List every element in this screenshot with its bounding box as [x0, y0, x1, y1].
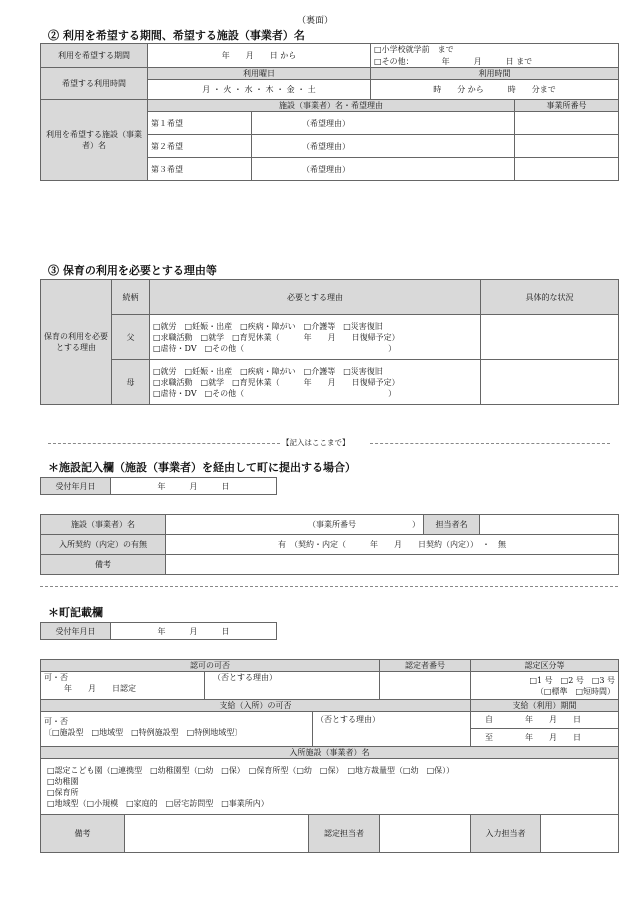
enter-option-kindergarten[interactable]: □幼稚園	[47, 776, 79, 786]
time-value[interactable]: 時 分 から 時 分まで	[371, 80, 619, 100]
mother-label: 母	[112, 360, 150, 405]
mother-detail[interactable]	[481, 360, 619, 405]
pay-types[interactable]: 〔□施設型 □地域型 □特例施設型 □特例地域型〕	[44, 728, 243, 737]
choice-1-label: 第１希望	[148, 112, 252, 135]
contract-value[interactable]: 有 （契約・内定（ 年 月 日契約（内定）） ・ 無	[166, 535, 619, 555]
father-detail[interactable]	[481, 315, 619, 360]
facility-head: 施設（事業者）名・希望理由	[148, 100, 515, 112]
enter-option-kodomoen[interactable]: □認定こども園（□連携型 □幼稚園型（□幼 □保） □保育所型（□幼 □保） □地方裁量型（□幼 □保））	[47, 765, 455, 775]
detail-head: 具体的な状況	[481, 280, 619, 315]
mother-reason-line1[interactable]: □就労 □妊娠・出産 □疾病・障がい □介護等 □災害復旧	[153, 366, 383, 376]
mother-reasons[interactable]	[150, 360, 481, 405]
choice-2-reason[interactable]: （希望理由）	[252, 135, 515, 158]
father-reason-line3[interactable]: □虐待・DV □その他（ ）	[153, 343, 397, 353]
period-option-school[interactable]: □小学校就学前 まで	[371, 44, 619, 56]
father-label: 父	[112, 315, 150, 360]
section2-title: ② 利用を希望する期間、希望する施設（事業者）名	[48, 29, 305, 42]
choice-3-office[interactable]	[515, 158, 619, 181]
pay-choice[interactable]: 可・否	[44, 717, 68, 726]
approval-reason[interactable]: （否とする理由）	[213, 673, 277, 682]
father-reasons[interactable]	[150, 315, 481, 360]
admin-table	[40, 659, 619, 853]
admin-note-field[interactable]	[125, 815, 309, 853]
office-number-head: 事業所番号	[515, 100, 619, 112]
facility-note-field[interactable]	[166, 555, 619, 575]
enter-head: 入所施設（事業者）名	[41, 747, 619, 759]
town-receipt-date[interactable]: 年 月 日	[111, 623, 277, 640]
approval-date[interactable]: 年 月 日認定	[64, 684, 136, 693]
weekday-head: 利用曜日	[148, 68, 371, 80]
town-receipt-table	[40, 622, 277, 640]
cert-no-field[interactable]	[380, 672, 471, 700]
enter-option-local[interactable]: □地域型（□小規模 □家庭的 □居宅訪問型 □事業所内）	[47, 798, 269, 808]
choice-1-reason[interactable]: （希望理由）	[252, 112, 515, 135]
divider-left	[48, 443, 280, 444]
time-label: 希望する利用時間	[41, 68, 148, 100]
town-section-title: ＊町記載欄	[48, 606, 103, 619]
enter-option-nursery[interactable]: □保育所	[47, 787, 79, 797]
facility-office-number[interactable]: （事業所番号 ）	[166, 515, 424, 535]
input-person-label: 入力担当者	[471, 815, 541, 853]
facility-label: 利用を希望する施設（事業者）名	[41, 100, 148, 181]
choice-2-office[interactable]	[515, 135, 619, 158]
facility-receipt-date[interactable]: 年 月 日	[111, 478, 277, 495]
pay-period-head: 支給（利用）期間	[471, 700, 619, 712]
cert-class-head: 認定区分等	[471, 660, 619, 672]
reason-left-label: 保育の利用を必要とする理由	[41, 280, 112, 405]
input-person-field[interactable]	[541, 815, 619, 853]
choice-2-label: 第２希望	[148, 135, 252, 158]
person-label: 担当者名	[424, 515, 480, 535]
pay-cell	[41, 712, 471, 747]
weekday-options[interactable]: 月 ・ 火 ・ 水 ・ 木 ・ 金 ・ 土	[148, 80, 371, 100]
father-reason-line2[interactable]: □求職活動 □就学 □育児休業（ 年 月 日復帰予定）	[153, 332, 400, 342]
facility-name-label: 施設（事業者）名	[41, 515, 166, 535]
section3-table	[40, 279, 619, 405]
back-label: （裏面）	[296, 16, 333, 26]
town-receipt-label: 受付年月日	[41, 623, 111, 640]
facility-note-label: 備考	[41, 555, 166, 575]
mother-reason-line3[interactable]: □虐待・DV □その他（ ）	[153, 388, 397, 398]
period-option-other[interactable]: □その他： 年 月 日 まで	[371, 56, 619, 68]
divider-2	[40, 586, 618, 587]
facility-info-table	[40, 514, 619, 575]
period-from[interactable]: 自 年 月 日	[471, 712, 618, 729]
father-reason-line1[interactable]: □就労 □妊娠・出産 □疾病・障がい □介護等 □災害復旧	[153, 321, 383, 331]
admin-note-label: 備考	[41, 815, 125, 853]
reason-head: 必要とする理由	[150, 280, 481, 315]
choice-1-office[interactable]	[515, 112, 619, 135]
person-field[interactable]	[480, 515, 619, 535]
facility-section-title: ＊施設記入欄（施設（事業者）を経由して町に提出する場合）	[48, 461, 356, 474]
section2-table	[40, 43, 619, 181]
section3-title: ③ 保育の利用を必要とする理由等	[48, 264, 217, 277]
cert-person-label: 認定担当者	[309, 815, 380, 853]
approval-choice[interactable]: 可・否	[44, 673, 68, 682]
cert-class-type[interactable]: （□標準 □短時間）	[535, 686, 616, 696]
divider-right	[370, 443, 610, 444]
approval-head: 認可の可否	[41, 660, 380, 672]
divider-text: 【記入はここまで】	[282, 438, 350, 447]
facility-receipt-table	[40, 477, 277, 495]
mother-reason-line2[interactable]: □求職活動 □就学 □育児休業（ 年 月 日復帰予定）	[153, 377, 400, 387]
facility-receipt-label: 受付年月日	[41, 478, 111, 495]
period-to[interactable]: 至 年 月 日	[485, 733, 582, 742]
period-value[interactable]: 年 月 日 から	[148, 44, 371, 68]
pay-reason[interactable]: （否とする理由）	[316, 715, 380, 724]
cert-class-options[interactable]: □1 号 □2 号 □3 号	[529, 675, 616, 685]
contract-label: 入所契約（内定）の有無	[41, 535, 166, 555]
period-label: 利用を希望する期間	[41, 44, 148, 68]
time-head: 利用時間	[371, 68, 619, 80]
approval-cell	[41, 672, 380, 700]
cert-no-head: 認定者番号	[380, 660, 471, 672]
pay-head: 支給（入所）の可否	[41, 700, 471, 712]
relation-head: 続柄	[112, 280, 150, 315]
choice-3-label: 第３希望	[148, 158, 252, 181]
choice-3-reason[interactable]: （希望理由）	[252, 158, 515, 181]
cert-person-field[interactable]	[380, 815, 471, 853]
